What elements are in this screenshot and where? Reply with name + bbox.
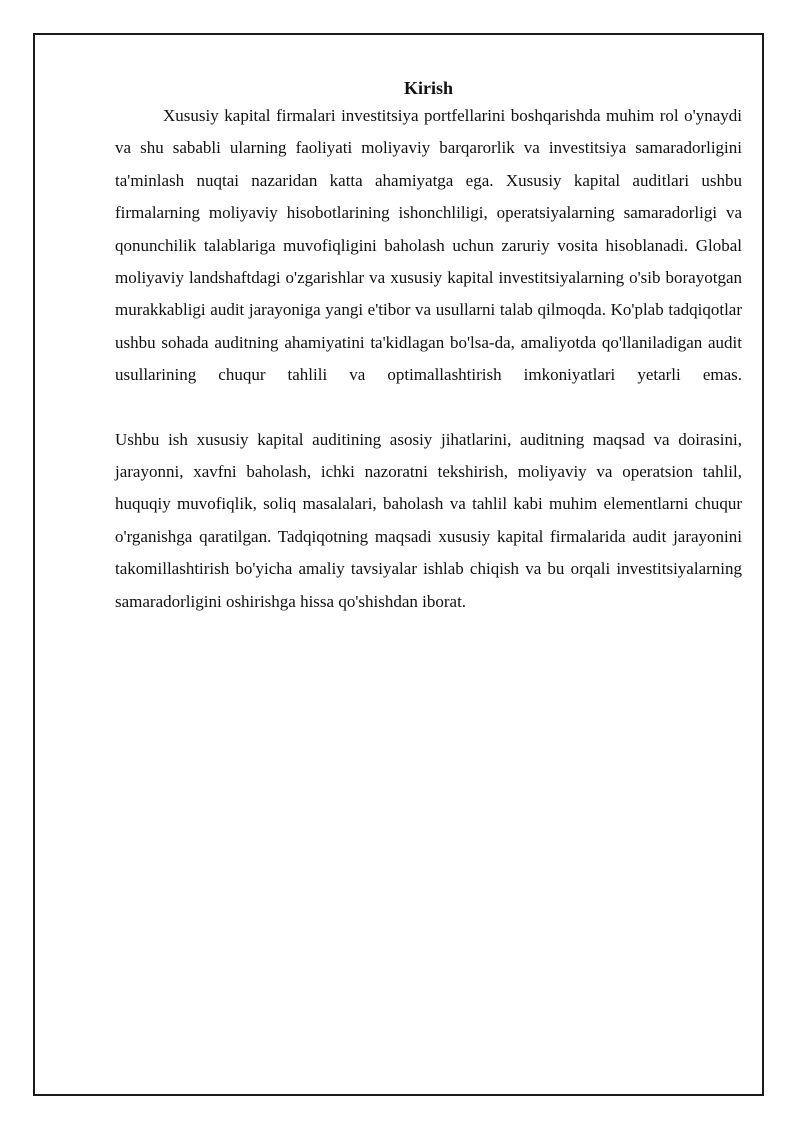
intro-paragraph-1: Xususiy kapital firmalari investitsiya portfellarini boshqarishda muhim rol o'ynaydi va shu sababli ularning faoliyati moliyaviy barqarorlik va investitsiya samaradorligini ta'minlash nuqtai nazaridan katta ahamiyatga ega. Xususiy kapital auditlari ushbu firmalarning moliyaviy hisobotlarining ishonchliligi, operatsiyalarning samaradorligi va qonunchilik talablariga muvofiqligini baholash uchun zaruriy vosita hisoblanadi. Global moliyaviy landshaftdagi o'zgarishlar va xususiy kapital investitsiyalarning o'sib borayotgan murakkabligi audit jarayoniga yangi e'tibor va usullarni talab qilmoqda. Ko'plab tadqiqotlar ushbu sohada auditning ahamiyatini ta'kidlagan bo'lsa-da, amaliyotda qo'llaniladigan audit usullarining chuqur tahlili va optimallashtirish imkoniyatlari yetarli emas. — [115, 106, 742, 385]
section-title: Kirish — [403, 78, 453, 98]
paragraph-spacer — [115, 392, 742, 424]
intro-paragraph-2: Ushbu ish xususiy kapital auditining asosiy jihatlarini, auditning maqsad va doirasini, jarayonni, xavfni baholash, ichki nazoratni tekshirish, moliyaviy va operatsion tahlil, huquqiy muvofiqlik, soliq masalalari, baholash va tahlil kabi muhim elementlarni chuqur o'rganishga qaratilgan. Tadqiqotning maqsadi xususiy kapital firmalarida audit jarayonini takomillashtirish bo'yicha amaliy tavsiyalar ishlab chiqish va bu orqali investitsiyalarning samaradorligini oshirishga hissa qo'shishdan iborat. — [115, 429, 742, 611]
document-body — [115, 78, 742, 618]
